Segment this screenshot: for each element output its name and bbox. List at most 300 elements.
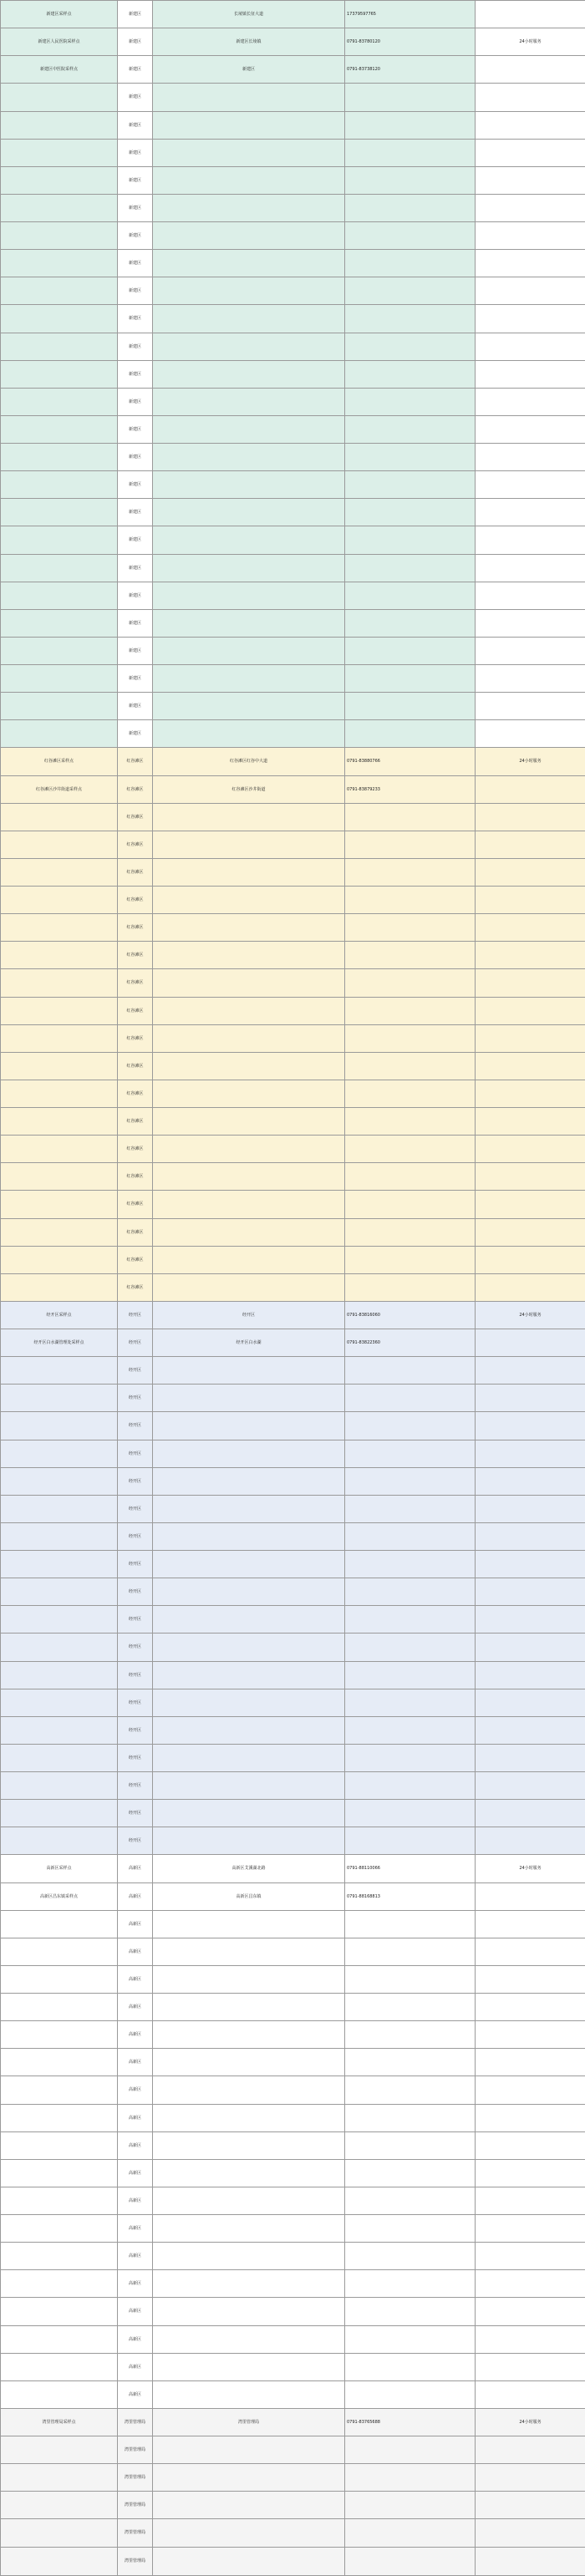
cell-district: 红谷滩区 [118,1246,153,1273]
cell-address [153,942,345,969]
table-row [1,582,585,609]
cell-name [1,1052,118,1080]
cell-address [153,250,345,277]
cell-phone [345,1440,476,1467]
cell-district: 红谷滩区 [118,748,153,775]
cell-phone [345,1163,476,1191]
cell-note [476,1218,585,1246]
cell-note [476,1606,585,1633]
cell-note [476,1,585,28]
cell-district: 经开区 [118,1440,153,1467]
cell-phone [345,2104,476,2131]
cell-name [1,942,118,969]
cell-name [1,2519,118,2547]
table-row [1,914,585,942]
cell-district: 新建区 [118,333,153,360]
table-row [1,1744,585,1771]
table-row [1,2380,585,2408]
cell-district: 经开区 [118,1522,153,1550]
cell-address: 红谷滩区沙井街道 [153,775,345,803]
cell-note [476,84,585,111]
cell-address [153,887,345,914]
cell-name [1,360,118,388]
cell-address [153,1357,345,1385]
cell-name [1,166,118,194]
cell-address [153,2436,345,2464]
cell-name [1,2187,118,2214]
table-row [1,1661,585,1689]
table-row [1,499,585,526]
table-row [1,1329,585,1357]
cell-note [476,222,585,250]
table-row [1,665,585,693]
cell-name [1,2436,118,2464]
cell-note [476,56,585,84]
cell-phone [345,250,476,277]
cell-note [476,2436,585,2464]
cell-district: 新建区 [118,111,153,139]
cell-address [153,1495,345,1522]
cell-address [153,2380,345,2408]
cell-phone [345,1716,476,1744]
cell-note [476,2298,585,2325]
cell-address: 长堎镇长征大道 [153,1,345,28]
cell-address [153,2131,345,2159]
cell-district: 新建区 [118,582,153,609]
table-row [1,1301,585,1329]
cell-phone [345,914,476,942]
cell-note [476,554,585,582]
cell-address [153,360,345,388]
cell-address [153,1910,345,1938]
cell-address [153,84,345,111]
cell-phone [345,360,476,388]
cell-name: 红谷滩区沙井街道采样点 [1,775,118,803]
cell-address: 新建区长堎镇 [153,28,345,56]
cell-note: 24小时服务 [476,748,585,775]
cell-district: 高新区 [118,1965,153,1993]
cell-note [476,1689,585,1716]
cell-phone [345,1108,476,1136]
cell-phone [345,277,476,305]
cell-district: 经开区 [118,1606,153,1633]
cell-name [1,1661,118,1689]
cell-address [153,166,345,194]
cell-address [153,2298,345,2325]
table-row [1,969,585,997]
cell-phone [345,2159,476,2187]
cell-phone [345,1495,476,1522]
cell-name [1,2380,118,2408]
cell-address [153,2519,345,2547]
table-row [1,1080,585,1107]
cell-name [1,1024,118,1052]
table-row [1,2187,585,2214]
cell-name [1,1606,118,1633]
cell-name [1,1800,118,1827]
table-row [1,803,585,831]
cell-address [153,1716,345,1744]
cell-note [476,2215,585,2243]
cell-address [153,1467,345,1495]
table-row [1,942,585,969]
table-row [1,222,585,250]
cell-address [153,1689,345,1716]
cell-note [476,111,585,139]
cell-name [1,1578,118,1606]
cell-district: 红谷滩区 [118,775,153,803]
table-row [1,2104,585,2131]
cell-district: 新建区 [118,609,153,637]
table-row [1,1606,585,1633]
cell-name: 新建区采样点 [1,1,118,28]
cell-name [1,1108,118,1136]
cell-note [476,775,585,803]
cell-phone [345,2187,476,2214]
cell-note [476,2049,585,2076]
cell-name [1,997,118,1024]
cell-address: 新建区 [153,56,345,84]
table-row [1,1633,585,1661]
cell-address [153,1108,345,1136]
cell-name [1,2131,118,2159]
cell-phone [345,1633,476,1661]
cell-district: 高新区 [118,1882,153,1910]
cell-note [476,444,585,471]
cell-phone [345,1273,476,1301]
cell-phone [345,637,476,664]
cell-phone [345,1218,476,1246]
cell-note [476,2492,585,2519]
cell-note [476,693,585,720]
cell-phone [345,1136,476,1163]
cell-name [1,1495,118,1522]
cell-phone [345,1551,476,1578]
cell-phone [345,1994,476,2021]
cell-phone [345,2270,476,2298]
cell-name [1,84,118,111]
cell-district: 新建区 [118,444,153,471]
cell-name [1,1551,118,1578]
cell-phone [345,139,476,166]
cell-district: 新建区 [118,720,153,748]
table-body [1,1,585,2576]
cell-address: 高新区艾溪湖北路 [153,1855,345,1882]
cell-name: 湾里管理局采样点 [1,2408,118,2436]
cell-name [1,1716,118,1744]
cell-name [1,693,118,720]
cell-phone [345,388,476,415]
cell-phone [345,84,476,111]
cell-note [476,1080,585,1107]
cell-phone [345,803,476,831]
table-row [1,2131,585,2159]
cell-phone [345,2492,476,2519]
cell-address [153,1273,345,1301]
cell-district: 经开区 [118,1551,153,1578]
cell-name [1,2270,118,2298]
cell-name [1,194,118,221]
cell-district: 经开区 [118,1578,153,1606]
cell-name [1,1191,118,1218]
cell-phone [345,2325,476,2353]
cell-phone [345,1412,476,1440]
cell-address [153,444,345,471]
table-row [1,1716,585,1744]
cell-note [476,969,585,997]
cell-district: 红谷滩区 [118,1024,153,1052]
cell-phone [345,1606,476,1633]
cell-note [476,1882,585,1910]
cell-phone [345,582,476,609]
table-row [1,1024,585,1052]
table-row [1,388,585,415]
cell-address [153,637,345,664]
cell-phone [345,444,476,471]
cell-district: 红谷滩区 [118,1136,153,1163]
cell-phone [345,1910,476,1938]
cell-note [476,2076,585,2104]
cell-district: 新建区 [118,84,153,111]
cell-phone [345,858,476,886]
cell-note [476,1578,585,1606]
cell-note [476,1412,585,1440]
cell-district: 新建区 [118,471,153,499]
cell-district: 经开区 [118,1495,153,1522]
table-row [1,1357,585,1385]
cell-address [153,997,345,1024]
cell-address [153,2243,345,2270]
cell-phone [345,1024,476,1052]
cell-district: 新建区 [118,388,153,415]
cell-phone [345,1385,476,1412]
cell-address [153,1052,345,1080]
cell-name [1,1218,118,1246]
cell-district: 新建区 [118,554,153,582]
cell-district: 湾里管理局 [118,2492,153,2519]
table-row [1,748,585,775]
cell-note [476,471,585,499]
cell-phone [345,1772,476,1800]
table-row [1,1136,585,1163]
cell-name [1,969,118,997]
cell-phone [345,415,476,443]
cell-phone [345,2464,476,2492]
cell-note [476,333,585,360]
cell-phone: 0791-83816060 [345,1301,476,1329]
cell-address [153,1412,345,1440]
cell-name [1,1994,118,2021]
cell-note [476,858,585,886]
table-row [1,1467,585,1495]
cell-name [1,554,118,582]
cell-address [153,582,345,609]
cell-phone: 0791-83822360 [345,1329,476,1357]
cell-address [153,139,345,166]
table-row [1,415,585,443]
cell-name [1,139,118,166]
table-row [1,1772,585,1800]
cell-name [1,609,118,637]
cell-note [476,305,585,333]
table-row [1,305,585,333]
cell-name [1,1080,118,1107]
cell-district: 湾里管理局 [118,2408,153,2436]
cell-district: 高新区 [118,1910,153,1938]
cell-name [1,471,118,499]
cell-phone [345,1965,476,1993]
table-row [1,250,585,277]
cell-address [153,2049,345,2076]
cell-address [153,1744,345,1771]
cell-phone [345,1191,476,1218]
cell-address [153,665,345,693]
cell-address [153,1772,345,1800]
cell-address: 湾里管理局 [153,2408,345,2436]
cell-address [153,526,345,554]
cell-note: 24小时服务 [476,1301,585,1329]
cell-phone [345,665,476,693]
cell-address [153,858,345,886]
cell-phone: 17379597765 [345,1,476,28]
cell-note [476,1136,585,1163]
cell-note [476,1661,585,1689]
cell-address [153,969,345,997]
cell-district: 经开区 [118,1385,153,1412]
table-row [1,166,585,194]
cell-district: 高新区 [118,2021,153,2049]
table-row [1,360,585,388]
cell-note [476,2021,585,2049]
cell-note [476,1357,585,1385]
cell-address [153,1522,345,1550]
cell-phone [345,222,476,250]
cell-district: 高新区 [118,2298,153,2325]
cell-address [153,1440,345,1467]
cell-phone [345,1522,476,1550]
cell-address [153,1163,345,1191]
table-row [1,1191,585,1218]
cell-name: 高新区昌东镇采样点 [1,1882,118,1910]
cell-address [153,609,345,637]
cell-note [476,1467,585,1495]
cell-note [476,1633,585,1661]
cell-district: 红谷滩区 [118,1108,153,1136]
cell-name [1,444,118,471]
cell-phone [345,554,476,582]
cell-phone [345,1938,476,1965]
cell-note: 24小时服务 [476,1855,585,1882]
table-row [1,637,585,664]
cell-address [153,1827,345,1855]
cell-name [1,333,118,360]
table-row [1,1551,585,1578]
cell-phone [345,609,476,637]
cell-district: 新建区 [118,1,153,28]
cell-phone [345,2131,476,2159]
table-row [1,1522,585,1550]
table-row [1,471,585,499]
cell-name [1,1522,118,1550]
cell-district: 红谷滩区 [118,858,153,886]
table-row [1,194,585,221]
cell-district: 新建区 [118,56,153,84]
cell-name [1,2159,118,2187]
cell-note [476,1994,585,2021]
cell-address [153,471,345,499]
cell-note [476,803,585,831]
cell-name [1,2298,118,2325]
cell-district: 红谷滩区 [118,1218,153,1246]
table-row [1,84,585,111]
cell-phone: 0791-83880766 [345,748,476,775]
cell-note [476,1772,585,1800]
cell-note [476,1800,585,1827]
cell-district: 高新区 [118,2380,153,2408]
cell-phone [345,1800,476,1827]
cell-note [476,250,585,277]
table-row [1,1578,585,1606]
cell-address [153,554,345,582]
cell-note [476,139,585,166]
cell-name [1,2049,118,2076]
cell-note [476,2243,585,2270]
cell-district: 红谷滩区 [118,1273,153,1301]
cell-note [476,2325,585,2353]
cell-name [1,1827,118,1855]
table-row [1,56,585,84]
cell-address [153,415,345,443]
cell-address [153,2021,345,2049]
table-row [1,1273,585,1301]
cell-district: 经开区 [118,1689,153,1716]
cell-phone [345,2215,476,2243]
cell-address [153,194,345,221]
cell-name [1,637,118,664]
cell-district: 高新区 [118,2325,153,2353]
cell-district: 红谷滩区 [118,1052,153,1080]
cell-phone [345,831,476,858]
cell-note [476,2187,585,2214]
cell-address [153,1218,345,1246]
cell-address [153,1633,345,1661]
cell-name: 高新区采样点 [1,1855,118,1882]
table-row [1,554,585,582]
cell-phone [345,1744,476,1771]
cell-phone [345,2547,476,2576]
cell-note [476,1522,585,1550]
cell-note [476,914,585,942]
cell-district: 红谷滩区 [118,1163,153,1191]
cell-name [1,1938,118,1965]
cell-district: 红谷滩区 [118,997,153,1024]
cell-address [153,2187,345,2214]
cell-name [1,1440,118,1467]
cell-note [476,637,585,664]
table-row [1,2049,585,2076]
cell-address [153,2325,345,2353]
cell-address [153,1136,345,1163]
cell-address [153,803,345,831]
cell-name [1,1163,118,1191]
cell-district: 经开区 [118,1301,153,1329]
cell-note [476,1163,585,1191]
cell-note [476,2131,585,2159]
cell-name [1,2464,118,2492]
cell-phone: 0791-83780120 [345,28,476,56]
cell-note [476,1744,585,1771]
table-row [1,526,585,554]
